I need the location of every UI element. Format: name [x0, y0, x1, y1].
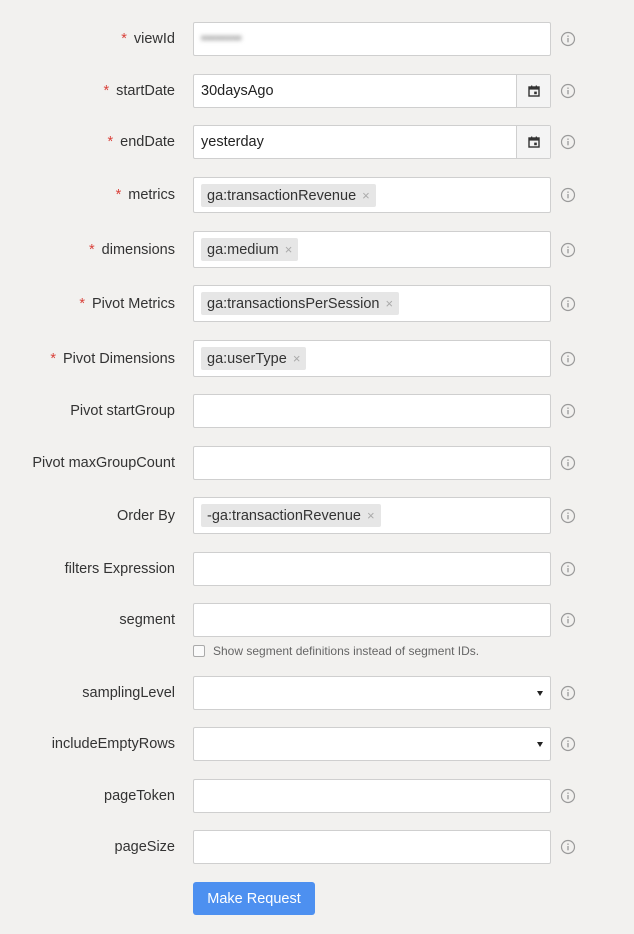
pivot-metrics-label-text: Pivot Metrics — [92, 295, 175, 312]
pivot-metrics-chip — [201, 292, 399, 315]
pivot-dimensions-chip — [201, 347, 306, 370]
caret-down-icon — [537, 691, 543, 696]
caret-down-icon — [537, 742, 543, 747]
segment-definitions-label: Show segment definitions instead of segment IDs. — [213, 644, 480, 658]
chip-label: ga:transactionRevenue — [207, 187, 357, 204]
row-samplinglevel — [0, 676, 634, 710]
pivot-dimensions-label — [50, 340, 175, 377]
info-icon[interactable] — [560, 187, 576, 203]
pagetoken-label: pageToken — [104, 788, 175, 804]
info-icon[interactable] — [560, 508, 576, 524]
row-order-by — [0, 497, 634, 534]
samplinglevel-label: samplingLevel — [82, 685, 175, 701]
startdate-label-text: startDate — [116, 83, 175, 99]
info-icon[interactable] — [560, 134, 576, 150]
enddate-input[interactable] — [193, 125, 551, 159]
row-enddate — [0, 125, 634, 159]
dimensions-label — [89, 231, 175, 268]
pagesize-input[interactable] — [193, 830, 551, 864]
segment-label: segment — [119, 612, 175, 628]
info-icon[interactable] — [560, 31, 576, 47]
row-pivot-startgroup — [0, 394, 634, 428]
row-includeemptyrows — [0, 727, 634, 761]
chip-label: ga:medium — [207, 241, 279, 258]
required-marker: * — [50, 350, 56, 367]
row-startdate — [0, 74, 634, 108]
pivot-metrics-label — [79, 285, 175, 322]
metrics-label — [116, 177, 175, 213]
info-icon[interactable] — [560, 455, 576, 471]
enddate-label — [108, 125, 175, 159]
make-request-button[interactable]: Make Request — [193, 882, 315, 915]
pagesize-label: pageSize — [114, 839, 175, 855]
required-marker: * — [121, 31, 127, 47]
enddate-value: yesterday — [201, 134, 264, 150]
viewid-input[interactable] — [193, 22, 551, 56]
segment-definitions-checkbox[interactable] — [193, 645, 205, 657]
row-segment — [0, 603, 634, 637]
pivot-dimensions-label-text: Pivot Dimensions — [62, 350, 175, 367]
row-pagetoken — [0, 779, 634, 813]
enddate-label-text: endDate — [120, 134, 175, 150]
info-icon[interactable] — [560, 685, 576, 701]
viewid-value: •••••••• — [201, 31, 242, 47]
pivot-maxgroupcount-label: Pivot maxGroupCount — [32, 455, 175, 471]
info-icon[interactable] — [560, 296, 576, 312]
close-icon[interactable]: × — [385, 296, 394, 311]
info-icon[interactable] — [560, 351, 576, 367]
chip-label: ga:transactionsPerSession — [207, 295, 380, 312]
row-pagesize — [0, 830, 634, 864]
info-icon[interactable] — [560, 83, 576, 99]
pivot-startgroup-input[interactable] — [193, 394, 551, 428]
required-marker: * — [89, 241, 95, 258]
info-icon[interactable] — [560, 788, 576, 804]
dimensions-chip — [201, 238, 298, 261]
required-marker: * — [107, 134, 114, 150]
row-filters-expression — [0, 552, 634, 586]
chip-label: ga:userType — [207, 350, 287, 367]
row-metrics — [0, 177, 634, 213]
pivot-maxgroupcount-input[interactable] — [193, 446, 551, 480]
order-by-input[interactable] — [193, 497, 551, 534]
samplinglevel-select[interactable] — [193, 676, 551, 710]
segment-definitions-option[interactable] — [193, 642, 479, 660]
enddate-calendar-button[interactable] — [516, 126, 550, 158]
dimensions-input[interactable] — [193, 231, 551, 268]
viewid-label — [121, 22, 175, 56]
close-icon[interactable]: × — [366, 508, 375, 523]
close-icon[interactable]: × — [362, 188, 370, 203]
row-pivot-metrics — [0, 285, 634, 322]
pivot-metrics-input[interactable] — [193, 285, 551, 322]
pivot-startgroup-label: Pivot startGroup — [70, 403, 175, 419]
calendar-icon — [528, 136, 540, 148]
metrics-input[interactable] — [193, 177, 551, 213]
row-viewid — [0, 22, 634, 56]
close-icon[interactable]: × — [284, 242, 293, 257]
required-marker: * — [115, 187, 122, 203]
info-icon[interactable] — [560, 612, 576, 628]
includeemptyrows-select[interactable] — [193, 727, 551, 761]
filters-expression-label: filters Expression — [64, 561, 175, 577]
startdate-value: 30daysAgo — [201, 83, 274, 99]
segment-input[interactable] — [193, 603, 551, 637]
row-dimensions — [0, 231, 634, 268]
viewid-label-text: viewId — [133, 31, 175, 47]
info-icon[interactable] — [560, 242, 576, 258]
info-icon[interactable] — [560, 839, 576, 855]
metrics-label-text: metrics — [128, 187, 175, 203]
filters-expression-input[interactable] — [193, 552, 551, 586]
includeemptyrows-label: includeEmptyRows — [51, 736, 175, 752]
order-by-chip — [201, 504, 381, 527]
info-icon[interactable] — [560, 403, 576, 419]
startdate-input[interactable] — [193, 74, 551, 108]
metrics-chip — [201, 184, 376, 207]
startdate-calendar-button[interactable] — [516, 75, 550, 107]
calendar-icon — [528, 85, 540, 97]
required-marker: * — [103, 83, 110, 99]
close-icon[interactable]: × — [292, 351, 301, 366]
required-marker: * — [79, 295, 85, 312]
pagetoken-input[interactable] — [193, 779, 551, 813]
row-pivot-maxgroupcount — [0, 446, 634, 480]
order-by-label: Order By — [116, 507, 175, 524]
row-pivot-dimensions — [0, 340, 634, 377]
info-icon[interactable] — [560, 736, 576, 752]
startdate-label — [104, 74, 176, 108]
pivot-dimensions-input[interactable] — [193, 340, 551, 377]
info-icon[interactable] — [560, 561, 576, 577]
dimensions-label-text: dimensions — [101, 241, 175, 258]
chip-label: -ga:transactionRevenue — [207, 507, 361, 524]
